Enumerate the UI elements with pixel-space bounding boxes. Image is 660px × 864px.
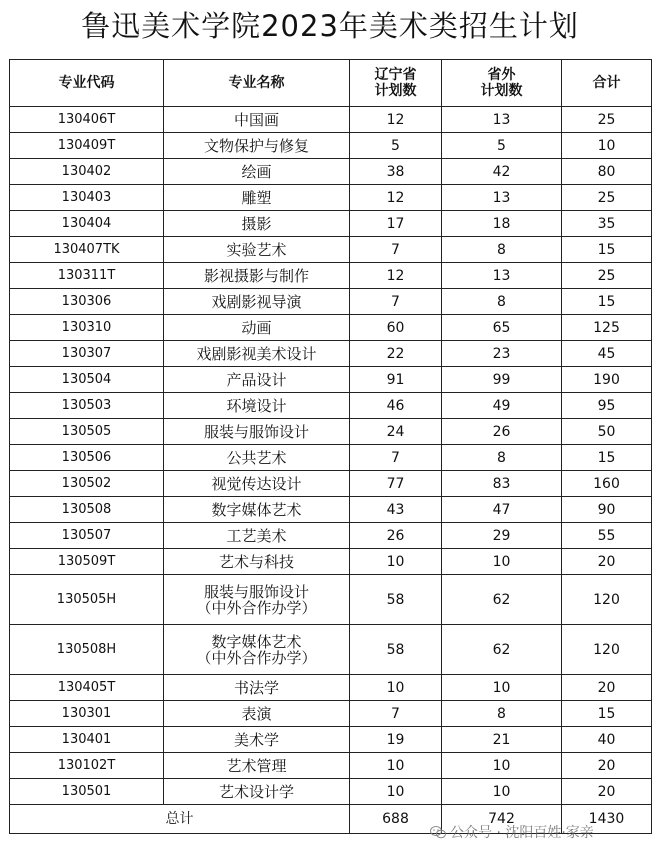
major-name-cell	[164, 753, 350, 779]
table-row	[10, 341, 652, 367]
out-province-plan-cell: 8	[442, 289, 562, 315]
watermark-text: 公众号 · 沈阳百姓·家亲	[450, 825, 594, 841]
major-code-cell: 130403	[10, 185, 164, 211]
in-province-plan-cell: 7	[350, 445, 442, 471]
out-province-plan-cell: 99	[442, 367, 562, 393]
major-name-line: 实验艺术	[226, 240, 287, 259]
out-province-plan-cell: 26	[442, 419, 562, 445]
out-province-plan-cell: 10	[442, 549, 562, 575]
in-province-plan-cell: 43	[350, 497, 442, 523]
major-name-line: 工艺美术	[226, 526, 287, 545]
out-province-plan-cell: 47	[442, 497, 562, 523]
row-total-cell: 190	[562, 367, 652, 393]
major-code-cell: 130307	[10, 341, 164, 367]
header-total: 合计	[562, 60, 652, 107]
major-name-line: 摄影	[241, 214, 272, 233]
major-name-cell	[164, 393, 350, 419]
major-name-cell	[164, 445, 350, 471]
major-code-cell: 130401	[10, 727, 164, 753]
page-title: 鲁迅美术学院2023年美术类招生计划	[81, 9, 579, 43]
major-name-cell	[164, 625, 350, 675]
row-total-cell: 55	[562, 523, 652, 549]
table-row	[10, 701, 652, 727]
major-name-cell	[164, 727, 350, 753]
table-row	[10, 367, 652, 393]
major-name-cell	[164, 315, 350, 341]
major-name-line: 产品设计	[226, 370, 287, 389]
header-out-province-line1: 省外	[487, 67, 516, 83]
table-row	[10, 523, 652, 549]
row-total-cell: 20	[562, 779, 652, 805]
out-province-plan-cell: 13	[442, 185, 562, 211]
major-name-line: （中外合作办学）	[196, 648, 317, 667]
major-name-line: 绘画	[241, 162, 272, 181]
major-code-cell: 130306	[10, 289, 164, 315]
major-name-line: 公共艺术	[226, 448, 287, 467]
major-code-cell: 130505	[10, 419, 164, 445]
major-name-line: 艺术与科技	[218, 552, 294, 571]
major-name-cell	[164, 133, 350, 159]
row-total-cell: 160	[562, 471, 652, 497]
row-total-cell: 15	[562, 237, 652, 263]
out-province-plan-cell: 62	[442, 575, 562, 625]
major-code-cell: 130505H	[10, 575, 164, 625]
major-code-cell: 130509T	[10, 549, 164, 575]
major-code-cell: 130407TK	[10, 237, 164, 263]
wechat-icon	[430, 825, 446, 839]
out-province-plan-cell: 18	[442, 211, 562, 237]
out-province-plan-cell: 65	[442, 315, 562, 341]
row-total-cell: 25	[562, 263, 652, 289]
major-name-line: 动画	[241, 318, 272, 337]
row-total-cell: 45	[562, 341, 652, 367]
major-name-line: 表演	[241, 704, 272, 723]
table-row	[10, 315, 652, 341]
out-province-plan-cell: 8	[442, 237, 562, 263]
in-province-plan-cell: 10	[350, 675, 442, 701]
out-province-plan-cell: 23	[442, 341, 562, 367]
in-province-plan-cell: 17	[350, 211, 442, 237]
major-name-cell	[164, 211, 350, 237]
major-name-cell	[164, 107, 350, 133]
table-row	[10, 159, 652, 185]
major-name-cell	[164, 263, 350, 289]
out-province-plan-cell: 21	[442, 727, 562, 753]
table-row	[10, 263, 652, 289]
in-province-plan-cell: 10	[350, 753, 442, 779]
in-province-plan-cell: 38	[350, 159, 442, 185]
major-code-cell: 130508H	[10, 625, 164, 675]
out-province-plan-cell: 10	[442, 675, 562, 701]
header-in-province	[350, 60, 442, 107]
major-code-cell: 130406T	[10, 107, 164, 133]
in-province-plan-cell: 12	[350, 263, 442, 289]
major-code-cell: 130102T	[10, 753, 164, 779]
table-row	[10, 133, 652, 159]
row-total-cell: 90	[562, 497, 652, 523]
major-name-cell	[164, 237, 350, 263]
total-in-province: 688	[350, 805, 442, 834]
major-code-cell: 130310	[10, 315, 164, 341]
table-row	[10, 211, 652, 237]
major-name-line: 服装与服饰设计	[203, 582, 309, 601]
in-province-plan-cell: 10	[350, 549, 442, 575]
row-total-cell: 15	[562, 289, 652, 315]
enrollment-table	[9, 59, 652, 834]
table-row	[10, 393, 652, 419]
row-total-cell: 80	[562, 159, 652, 185]
table-row	[10, 549, 652, 575]
major-name-line: 中国画	[233, 110, 279, 129]
header-out-province-line2: 计划数	[480, 83, 523, 99]
major-code-cell: 130311T	[10, 263, 164, 289]
in-province-plan-cell: 77	[350, 471, 442, 497]
major-name-cell	[164, 471, 350, 497]
major-name-cell	[164, 341, 350, 367]
in-province-plan-cell: 5	[350, 133, 442, 159]
major-code-cell: 130502	[10, 471, 164, 497]
in-province-plan-cell: 19	[350, 727, 442, 753]
major-name-line: 文物保护与修复	[203, 136, 309, 155]
in-province-plan-cell: 26	[350, 523, 442, 549]
major-name-cell	[164, 675, 350, 701]
table-row	[10, 625, 652, 675]
out-province-plan-cell: 62	[442, 625, 562, 675]
in-province-plan-cell: 60	[350, 315, 442, 341]
out-province-plan-cell: 83	[442, 471, 562, 497]
total-out-province: 742	[442, 805, 562, 834]
major-name-cell	[164, 701, 350, 727]
row-total-cell: 125	[562, 315, 652, 341]
major-name-cell	[164, 779, 350, 805]
major-name-cell	[164, 497, 350, 523]
major-name-cell	[164, 185, 350, 211]
major-code-cell: 130402	[10, 159, 164, 185]
major-code-cell: 130301	[10, 701, 164, 727]
major-name-cell	[164, 419, 350, 445]
row-total-cell: 35	[562, 211, 652, 237]
out-province-plan-cell: 49	[442, 393, 562, 419]
header-code: 专业代码	[10, 60, 164, 107]
table-header-row	[10, 60, 652, 107]
in-province-plan-cell: 7	[350, 701, 442, 727]
table-row	[10, 237, 652, 263]
major-name-line: 戏剧影视美术设计	[196, 344, 317, 363]
major-name-cell	[164, 159, 350, 185]
table-row	[10, 471, 652, 497]
row-total-cell: 20	[562, 753, 652, 779]
in-province-plan-cell: 58	[350, 575, 442, 625]
header-in-province-line1: 辽宁省	[374, 67, 417, 83]
out-province-plan-cell: 10	[442, 779, 562, 805]
table-row	[10, 779, 652, 805]
in-province-plan-cell: 10	[350, 779, 442, 805]
table-row	[10, 727, 652, 753]
major-code-cell: 130508	[10, 497, 164, 523]
row-total-cell: 120	[562, 575, 652, 625]
major-code-cell: 130409T	[10, 133, 164, 159]
in-province-plan-cell: 7	[350, 289, 442, 315]
major-name-line: 影视摄影与制作	[203, 266, 309, 285]
major-code-cell: 130503	[10, 393, 164, 419]
in-province-plan-cell: 24	[350, 419, 442, 445]
major-name-line: 美术学	[233, 730, 279, 749]
major-name-line: （中外合作办学）	[196, 598, 317, 617]
major-name-line: 书法学	[233, 678, 279, 697]
header-name: 专业名称	[164, 60, 350, 107]
watermark	[430, 822, 594, 842]
in-province-plan-cell: 58	[350, 625, 442, 675]
major-code-cell: 130507	[10, 523, 164, 549]
in-province-plan-cell: 91	[350, 367, 442, 393]
header-in-province-line2: 计划数	[374, 83, 417, 99]
table-row	[10, 575, 652, 625]
row-total-cell: 25	[562, 185, 652, 211]
major-name-cell	[164, 367, 350, 393]
in-province-plan-cell: 12	[350, 107, 442, 133]
out-province-plan-cell: 29	[442, 523, 562, 549]
in-province-plan-cell: 7	[350, 237, 442, 263]
out-province-plan-cell: 10	[442, 753, 562, 779]
total-sum: 1430	[562, 805, 652, 834]
major-name-line: 艺术设计学	[218, 782, 294, 801]
header-out-province	[442, 60, 562, 107]
major-name-cell	[164, 289, 350, 315]
major-code-cell: 130506	[10, 445, 164, 471]
out-province-plan-cell: 5	[442, 133, 562, 159]
major-code-cell: 130504	[10, 367, 164, 393]
major-name-cell	[164, 575, 350, 625]
out-province-plan-cell: 42	[442, 159, 562, 185]
table-row	[10, 445, 652, 471]
major-name-line: 服装与服饰设计	[203, 422, 309, 441]
major-name-cell	[164, 523, 350, 549]
table-row	[10, 419, 652, 445]
major-code-cell: 130501	[10, 779, 164, 805]
row-total-cell: 20	[562, 675, 652, 701]
in-province-plan-cell: 22	[350, 341, 442, 367]
major-name-line: 数字媒体艺术	[211, 500, 302, 519]
out-province-plan-cell: 8	[442, 701, 562, 727]
major-name-line: 雕塑	[241, 188, 272, 207]
row-total-cell: 20	[562, 549, 652, 575]
table-row	[10, 753, 652, 779]
major-name-line: 数字媒体艺术	[211, 632, 302, 651]
major-name-line: 环境设计	[226, 396, 287, 415]
table-body	[10, 107, 652, 805]
major-name-line: 戏剧影视导演	[211, 292, 302, 311]
out-province-plan-cell: 13	[442, 107, 562, 133]
table-row	[10, 289, 652, 315]
row-total-cell: 15	[562, 701, 652, 727]
in-province-plan-cell: 12	[350, 185, 442, 211]
out-province-plan-cell: 13	[442, 263, 562, 289]
out-province-plan-cell: 8	[442, 445, 562, 471]
row-total-cell: 15	[562, 445, 652, 471]
row-total-cell: 120	[562, 625, 652, 675]
table-row	[10, 107, 652, 133]
row-total-cell: 50	[562, 419, 652, 445]
table-row	[10, 185, 652, 211]
row-total-cell: 10	[562, 133, 652, 159]
row-total-cell: 40	[562, 727, 652, 753]
table-row	[10, 497, 652, 523]
row-total-cell: 95	[562, 393, 652, 419]
row-total-cell: 25	[562, 107, 652, 133]
major-code-cell: 130404	[10, 211, 164, 237]
major-name-cell	[164, 549, 350, 575]
major-name-line: 艺术管理	[226, 756, 287, 775]
table-row	[10, 675, 652, 701]
major-name-line: 视觉传达设计	[211, 474, 302, 493]
major-code-cell: 130405T	[10, 675, 164, 701]
total-label: 总计	[10, 805, 350, 834]
in-province-plan-cell: 46	[350, 393, 442, 419]
